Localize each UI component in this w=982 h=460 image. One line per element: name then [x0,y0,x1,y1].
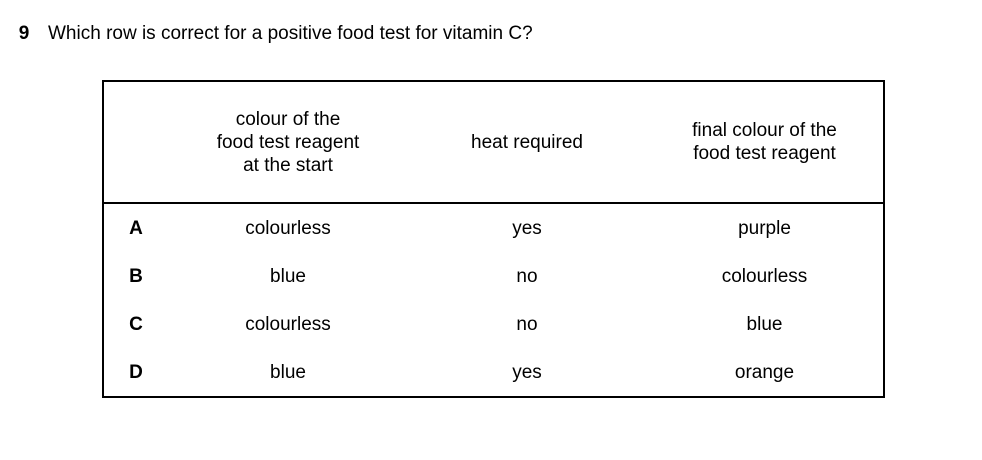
header-line: food test reagent [216,131,360,153]
header-line: at the start [243,154,333,176]
answer-options-table [102,80,885,398]
table-row[interactable] [103,300,884,348]
question-text: Which row is correct for a positive food test for vitamin C? [48,23,533,44]
question-number: 9 [18,23,30,44]
row-label: D [129,361,143,383]
cell-final-colour: orange [734,361,795,383]
cell-final-colour: blue [746,313,783,335]
table-row[interactable] [103,203,884,252]
header-cell-heat-required: heat required [408,81,646,203]
table-row[interactable] [103,252,884,300]
header-cell-corner [103,81,168,203]
header-line: colour of the [235,108,341,130]
cell-final-colour: colourless [721,265,808,287]
header-line: food test reagent [693,143,836,164]
row-label: B [129,265,143,287]
cell-final-colour: purple [738,217,791,239]
answer-table-container [102,80,885,398]
table-header-row [103,81,884,203]
cell-start-colour: colourless [245,313,331,335]
row-label: C [129,313,143,335]
header-line: final colour of the [692,120,837,141]
header-cell-start-colour [168,81,408,203]
cell-start-colour: blue [270,265,306,287]
cell-start-colour: blue [270,361,306,383]
table-row[interactable] [103,348,884,397]
cell-heat-required: yes [512,217,542,239]
cell-start-colour: colourless [245,217,331,239]
cell-heat-required: yes [512,361,542,383]
row-label: A [129,217,143,239]
question-header [0,22,533,46]
header-cell-final-colour [646,81,884,203]
cell-heat-required: no [516,265,538,287]
cell-heat-required: no [516,313,538,335]
